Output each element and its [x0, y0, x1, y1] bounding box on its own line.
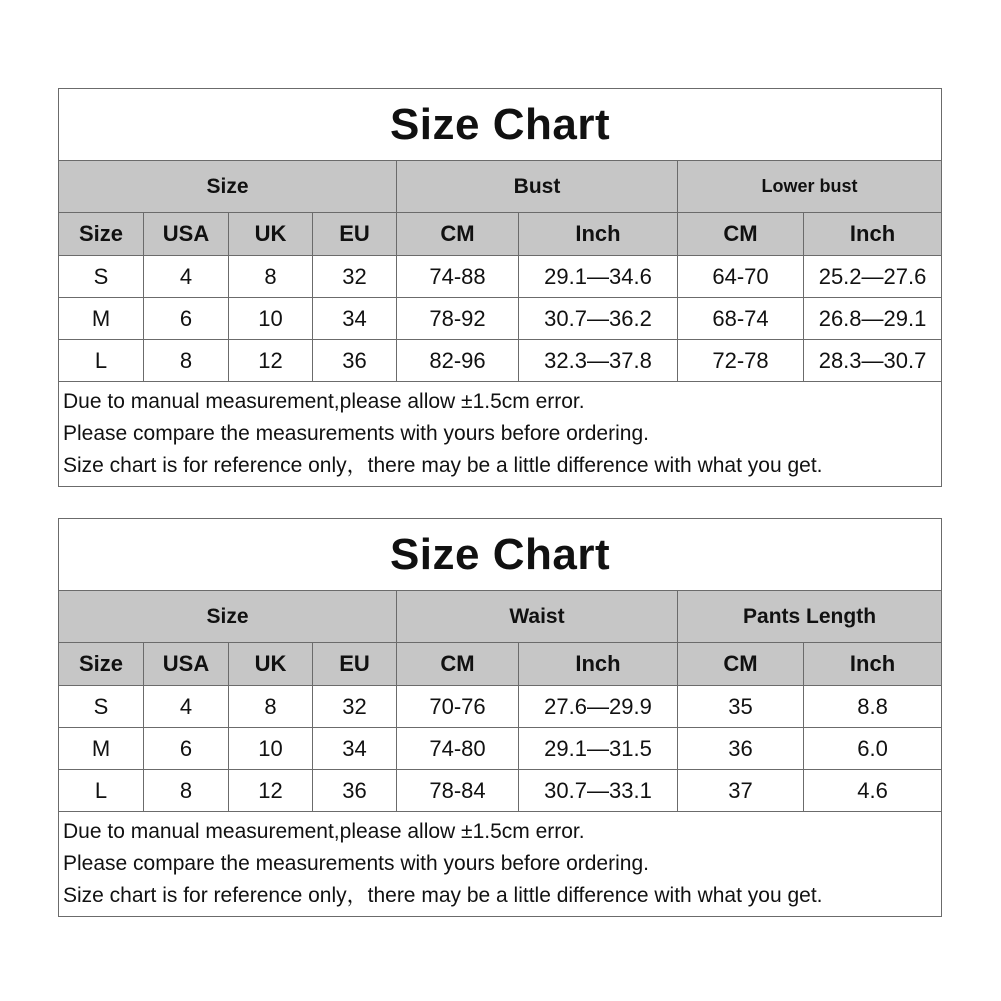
column-header: Size	[59, 213, 144, 256]
notes	[59, 382, 942, 487]
table-cell: 8	[229, 686, 313, 728]
group-header-lower-bust: Lower bust	[678, 161, 942, 213]
column-header: Size	[59, 643, 144, 686]
chart-title: Size Chart	[59, 89, 942, 161]
column-header: UK	[229, 213, 313, 256]
group-header-waist: Waist	[397, 591, 678, 643]
table-cell: M	[59, 298, 144, 340]
group-header-pants-length: Pants Length	[678, 591, 942, 643]
table-cell: 8.8	[804, 686, 942, 728]
column-header: CM	[678, 213, 804, 256]
table-cell: 25.2—27.6	[804, 256, 942, 298]
table-cell: 8	[229, 256, 313, 298]
column-header: UK	[229, 643, 313, 686]
table-cell: 74-88	[397, 256, 519, 298]
table-cell: 30.7—36.2	[519, 298, 678, 340]
table-cell: S	[59, 686, 144, 728]
table-row	[59, 298, 942, 340]
group-header-size: Size	[59, 591, 397, 643]
table-cell: 28.3—30.7	[804, 340, 942, 382]
table-row	[59, 340, 942, 382]
group-header-size: Size	[59, 161, 397, 213]
table-row	[59, 728, 942, 770]
table-cell: 32	[313, 256, 397, 298]
notes	[59, 812, 942, 917]
table-cell: 4.6	[804, 770, 942, 812]
table-cell: 4	[144, 256, 229, 298]
table-cell: 27.6—29.9	[519, 686, 678, 728]
column-header: USA	[144, 643, 229, 686]
column-header: Inch	[519, 643, 678, 686]
table-row	[59, 770, 942, 812]
column-header: USA	[144, 213, 229, 256]
table-cell: 10	[229, 728, 313, 770]
table-row	[59, 686, 942, 728]
group-header-bust: Bust	[397, 161, 678, 213]
table-cell: 78-84	[397, 770, 519, 812]
table-cell: 12	[229, 770, 313, 812]
size-chart-top	[58, 88, 942, 487]
table-cell: 10	[229, 298, 313, 340]
table-cell: 30.7—33.1	[519, 770, 678, 812]
size-chart-bottom	[58, 518, 942, 917]
column-header: Inch	[519, 213, 678, 256]
table-cell: M	[59, 728, 144, 770]
table-row	[59, 256, 942, 298]
chart-title: Size Chart	[59, 519, 942, 591]
table-cell: S	[59, 256, 144, 298]
table-cell: 36	[313, 770, 397, 812]
table-cell: 32.3—37.8	[519, 340, 678, 382]
table-cell: 37	[678, 770, 804, 812]
note-line: Due to manual measurement,please allow ±1.5cm error.	[63, 390, 585, 413]
table-cell: 34	[313, 298, 397, 340]
column-header: CM	[678, 643, 804, 686]
table-cell: 32	[313, 686, 397, 728]
table-cell: 36	[313, 340, 397, 382]
table-cell: 6	[144, 298, 229, 340]
note-line: Please compare the measurements with yours before ordering.	[63, 422, 649, 445]
table-cell: 70-76	[397, 686, 519, 728]
table-cell: 12	[229, 340, 313, 382]
table-cell: 4	[144, 686, 229, 728]
table-cell: 29.1—34.6	[519, 256, 678, 298]
table-cell: 36	[678, 728, 804, 770]
table-cell: 6	[144, 728, 229, 770]
table-cell: L	[59, 770, 144, 812]
note-line: Size chart is for reference only，there may be a little difference with what you get.	[63, 884, 823, 907]
note-line: Due to manual measurement,please allow ±1.5cm error.	[63, 820, 585, 843]
table-cell: 29.1—31.5	[519, 728, 678, 770]
column-header: EU	[313, 213, 397, 256]
table-cell: 78-92	[397, 298, 519, 340]
table-cell: 82-96	[397, 340, 519, 382]
column-header: Inch	[804, 213, 942, 256]
table-cell: 6.0	[804, 728, 942, 770]
table-cell: 68-74	[678, 298, 804, 340]
table-cell: 8	[144, 770, 229, 812]
column-header: CM	[397, 213, 519, 256]
table-cell: 64-70	[678, 256, 804, 298]
table-cell: 26.8—29.1	[804, 298, 942, 340]
table-cell: 8	[144, 340, 229, 382]
table-cell: L	[59, 340, 144, 382]
note-line: Size chart is for reference only，there may be a little difference with what you get.	[63, 454, 823, 477]
table-cell: 72-78	[678, 340, 804, 382]
table-cell: 35	[678, 686, 804, 728]
column-header: CM	[397, 643, 519, 686]
column-header: Inch	[804, 643, 942, 686]
table-cell: 74-80	[397, 728, 519, 770]
note-line: Please compare the measurements with yours before ordering.	[63, 852, 649, 875]
table-cell: 34	[313, 728, 397, 770]
column-header: EU	[313, 643, 397, 686]
